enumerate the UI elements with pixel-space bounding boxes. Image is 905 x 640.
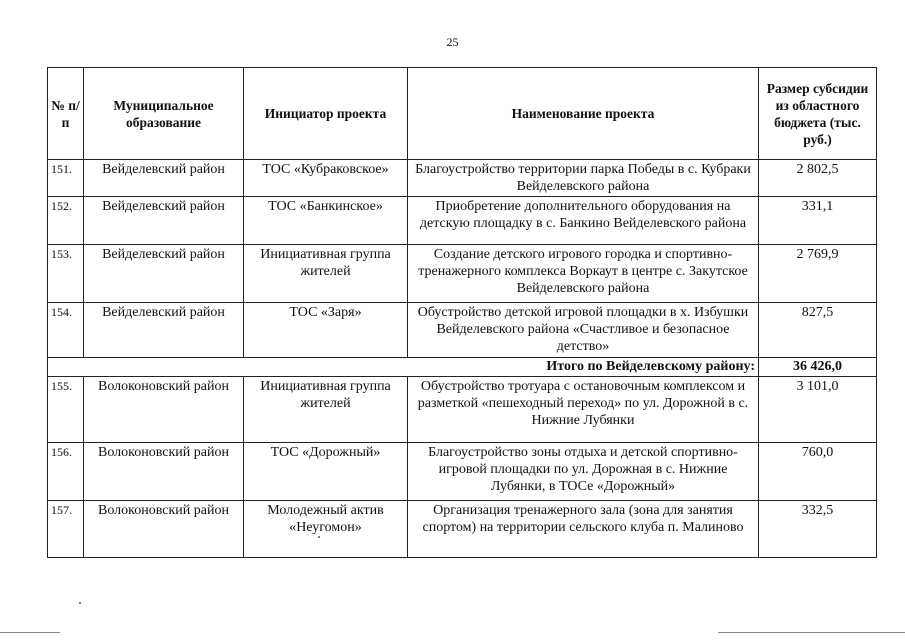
row-amount: 760,0 bbox=[759, 443, 877, 501]
header-subsidy: Размер субсидии из областного бюджета (тыс. руб.) bbox=[759, 68, 877, 160]
row-initiator: ТОС «Заря» bbox=[244, 303, 408, 358]
table-row bbox=[48, 303, 877, 358]
row-project: Приобретение дополнительного оборудования на детскую площадку в с. Банкино Вейделевского района bbox=[408, 197, 759, 245]
row-amount: 827,5 bbox=[759, 303, 877, 358]
scan-speck bbox=[318, 536, 320, 538]
row-municipality: Волоконовский район bbox=[84, 377, 244, 443]
total-row bbox=[48, 358, 877, 377]
row-project: Благоустройство территории парка Победы в с. Кубраки Вейделевского района bbox=[408, 160, 759, 197]
row-project: Обустройство тротуара с остановочным комплексом и разметкой «пешеходный переход» по ул. Дорожной в с. Нижние Лубянки bbox=[408, 377, 759, 443]
table-header-row bbox=[48, 68, 877, 160]
row-num: 151. bbox=[48, 160, 84, 197]
table-row bbox=[48, 245, 877, 303]
scan-edge-line bbox=[0, 632, 60, 633]
total-amount: 36 426,0 bbox=[759, 358, 877, 377]
row-num: 152. bbox=[48, 197, 84, 245]
row-amount: 332,5 bbox=[759, 501, 877, 558]
table-row bbox=[48, 160, 877, 197]
row-amount: 3 101,0 bbox=[759, 377, 877, 443]
row-amount: 2 769,9 bbox=[759, 245, 877, 303]
table-row bbox=[48, 443, 877, 501]
row-project: Благоустройство зоны отдыха и детской спортивно-игровой площадки по ул. Дорожная в с. Нижние Лубянки, в ТОСе «Дорожный» bbox=[408, 443, 759, 501]
row-municipality: Вейделевский район bbox=[84, 197, 244, 245]
row-num: 157. bbox=[48, 501, 84, 558]
row-municipality: Вейделевский район bbox=[84, 303, 244, 358]
row-num: 153. bbox=[48, 245, 84, 303]
row-municipality: Вейделевский район bbox=[84, 160, 244, 197]
row-initiator: Инициативная группа жителей bbox=[244, 245, 408, 303]
row-municipality: Вейделевский район bbox=[84, 245, 244, 303]
row-project: Организация тренажерного зала (зона для занятия спортом) на территории сельского клуба п. Малиново bbox=[408, 501, 759, 558]
table-row bbox=[48, 377, 877, 443]
row-amount: 2 802,5 bbox=[759, 160, 877, 197]
header-num: № п/п bbox=[48, 68, 84, 160]
row-initiator: ТОС «Кубраковское» bbox=[244, 160, 408, 197]
row-municipality: Волоконовский район bbox=[84, 443, 244, 501]
scan-speck bbox=[79, 602, 81, 604]
row-amount: 331,1 bbox=[759, 197, 877, 245]
row-initiator: Молодежный актив «Неугомон» bbox=[244, 501, 408, 558]
row-initiator: ТОС «Дорожный» bbox=[244, 443, 408, 501]
header-initiator: Инициатор проекта bbox=[244, 68, 408, 160]
total-label: Итого по Вейделевскому району: bbox=[48, 358, 759, 377]
table-row bbox=[48, 501, 877, 558]
row-num: 155. bbox=[48, 377, 84, 443]
scan-edge-line bbox=[718, 632, 905, 633]
row-project: Создание детского игрового городка и спортивно-тренажерного комплекса Воркаут в центре с. Закутское Вейделевского района bbox=[408, 245, 759, 303]
table-row bbox=[48, 197, 877, 245]
row-num: 154. bbox=[48, 303, 84, 358]
header-municipality: Муниципальное образование bbox=[84, 68, 244, 160]
subsidy-table bbox=[47, 67, 877, 558]
row-initiator: ТОС «Банкинское» bbox=[244, 197, 408, 245]
row-project: Обустройство детской игровой площадки в х. Избушки Вейделевского района «Счастливое и безопасное детство» bbox=[408, 303, 759, 358]
row-municipality: Волоконовский район bbox=[84, 501, 244, 558]
header-project: Наименование проекта bbox=[408, 68, 759, 160]
page-number: 25 bbox=[446, 35, 459, 49]
row-num: 156. bbox=[48, 443, 84, 501]
row-initiator: Инициативная группа жителей bbox=[244, 377, 408, 443]
